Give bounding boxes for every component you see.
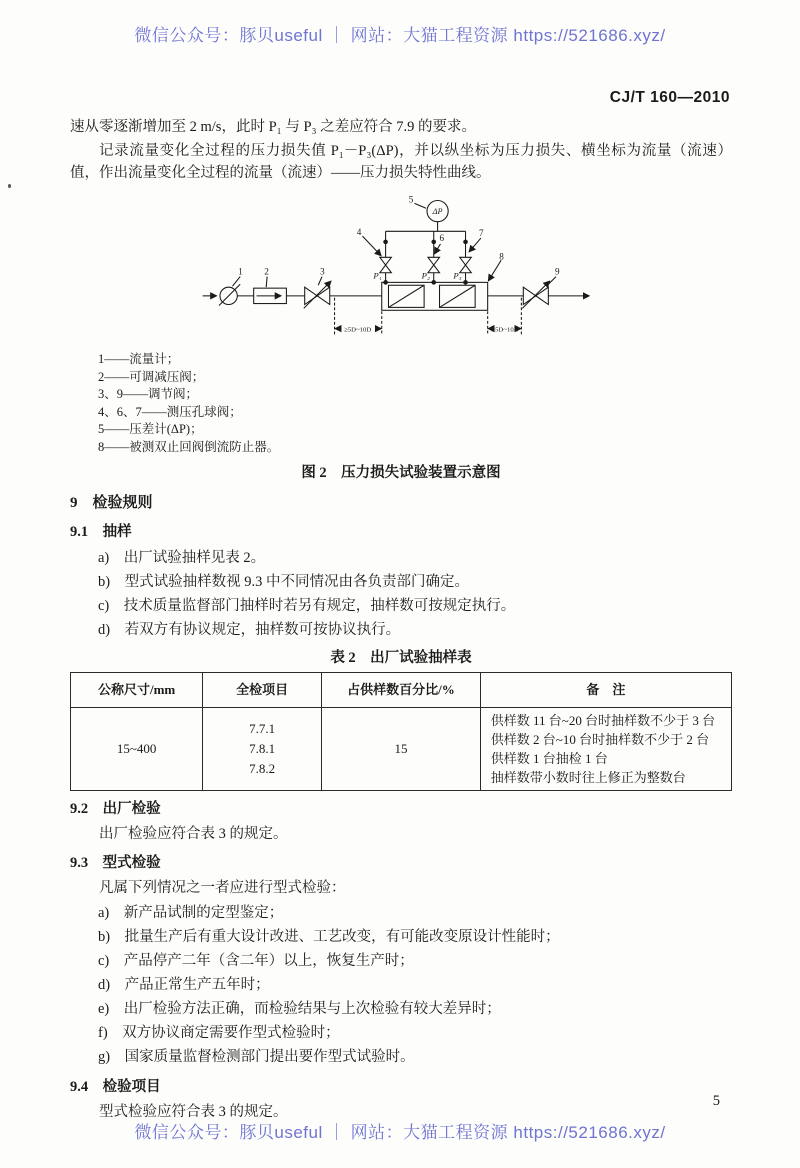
cell-percent: 15 — [322, 708, 481, 791]
page-number: 5 — [712, 1093, 720, 1109]
list-item: e) 出厂检验方法正确，而检验结果与上次检验有较大差异时； — [98, 1001, 501, 1017]
list-item: b) 批量生产后有重大设计改进、工艺改变，有可能改变原设计性能时； — [98, 929, 560, 945]
section-9-3-intro: 凡属下列情况之一者应进行型式检验： — [99, 880, 346, 896]
label-4: 4 — [356, 227, 362, 238]
legend-item: 1——流量计； — [98, 352, 180, 366]
diagram-labels — [238, 194, 560, 333]
section-9-3-list — [98, 901, 732, 1069]
legend-item: 4、6、7——测压孔球阀； — [98, 404, 242, 419]
list-item: c) 产品停产二年（含二年）以上，恢复生产时； — [98, 953, 414, 969]
legend-item: 3、9——调节阀； — [98, 387, 199, 401]
list-item: a) 新产品试制的定型鉴定； — [98, 905, 284, 921]
check-item: 7.8.2 — [249, 761, 276, 776]
section-9-3-heading: 9.3 型式检验 — [70, 855, 161, 871]
list-item: c) 技术质量监督部门抽样时若另有规定，抽样数可按规定执行。 — [98, 598, 516, 614]
remark-line: 供样数 11 台~20 台时抽样数不少于 3 台 — [490, 713, 716, 728]
label-3: 3 — [320, 266, 325, 277]
col-header-check-items: 全检项目 — [203, 673, 322, 708]
figure-caption: 图 2 压力损失试验装置示意图 — [301, 465, 501, 481]
label-dp: ΔP — [432, 207, 443, 216]
doc-number: CJ/T 160—2010 — [609, 89, 730, 106]
leader-lines — [232, 203, 556, 287]
label-2: 2 — [264, 266, 269, 277]
backflow-preventer-icon — [382, 282, 488, 310]
dimension-label-left: ≥5D~10D — [344, 326, 372, 334]
scan-speck — [8, 184, 11, 188]
legend-item: 2——可调减压阀； — [98, 369, 205, 384]
page-content — [70, 116, 732, 1125]
col-header-percent: 占供样数百分比/% — [322, 673, 481, 708]
table2 — [70, 672, 732, 791]
label-p3: P₃ — [453, 270, 462, 281]
remark-line: 抽样数带小数时往上修正为整数台 — [490, 770, 686, 785]
paragraph: 记录流量变化全过程的压力损失值 P₁－P₃(ΔP)，并以纵坐标为压力损失、横坐标为流量（流速）值，作出流量变化全过程的流量（流速）——压力损失特性曲线。 — [70, 143, 732, 181]
remark-line: 供样数 1 台抽检 1 台 — [490, 751, 608, 766]
table2-title: 表 2 出厂试验抽样表 — [330, 650, 472, 666]
watermark-top: 微信公众号：豚贝useful ｜ 网站：大猫工程资源 https://521686.xyz/ — [134, 26, 666, 45]
cell-remarks — [480, 708, 731, 791]
paragraph-continuation: 速从零逐渐增加至 2 m/s，此时 P₁ 与 P₃ 之差应符合 7.9 的要求。 — [70, 119, 477, 135]
list-item: g) 国家质量监督检测部门提出要作型式试验时。 — [98, 1049, 415, 1065]
section-9-4-heading: 9.4 检验项目 — [70, 1079, 161, 1095]
section-9-2-body: 出厂检验应符合表 3 的规定。 — [99, 826, 288, 842]
label-8: 8 — [499, 251, 504, 262]
table-row — [71, 708, 732, 791]
cell-size: 15~400 — [71, 708, 203, 791]
reducing-valve-icon — [254, 288, 287, 303]
label-6: 6 — [439, 232, 445, 243]
section-9-4-body: 型式检验应符合表 3 的规定。 — [99, 1104, 288, 1120]
label-p2: P₂ — [421, 270, 430, 281]
col-header-size: 公称尺寸/mm — [71, 673, 203, 708]
check-item: 7.8.1 — [249, 741, 276, 756]
label-9: 9 — [555, 266, 560, 277]
section-9-2-heading: 9.2 出厂检验 — [70, 801, 161, 817]
check-item: 7.7.1 — [249, 721, 276, 736]
section-9-heading: 9 检验规则 — [70, 495, 153, 511]
label-5: 5 — [408, 194, 414, 205]
dimension-label-right: ≥5D~10D — [491, 326, 519, 334]
watermark-bottom: 微信公众号：豚贝useful ｜ 网站：大猫工程资源 https://521686.xyz/ — [134, 1123, 666, 1142]
table-header-row — [71, 673, 732, 708]
dp-gauge-icon — [386, 201, 466, 232]
control-valve-3-icon — [304, 281, 331, 308]
list-item: a) 出厂试验抽样见表 2。 — [98, 550, 266, 566]
list-item: f) 双方协议商定需要作型式检验时； — [98, 1025, 340, 1041]
legend-item: 5——压差计(ΔP)； — [98, 422, 203, 436]
legend-item: 8——被测双止回阀倒流防止器。 — [98, 439, 280, 454]
figure-legend — [98, 351, 732, 456]
figure2-diagram — [191, 188, 611, 344]
list-item: d) 产品正常生产五年时； — [98, 977, 270, 993]
cell-check-items — [203, 708, 322, 791]
label-1: 1 — [238, 266, 243, 277]
section-9-1-heading: 9.1 抽样 — [70, 524, 132, 540]
remark-line: 供样数 2 台~10 台时抽样数不少于 2 台 — [490, 732, 710, 747]
label-7: 7 — [479, 228, 484, 239]
label-p1: P₁ — [373, 270, 382, 281]
col-header-remarks: 备 注 — [480, 673, 731, 708]
list-item: b) 型式试验抽样数视 9.3 中不同情况由各负责部门确定。 — [98, 574, 469, 590]
flowmeter-icon — [219, 284, 240, 305]
section-9-1-list — [98, 546, 732, 642]
figure2 — [70, 188, 732, 351]
control-valve-9-icon — [522, 281, 549, 308]
list-item: d) 若双方有协议规定，抽样数可按协议执行。 — [98, 622, 401, 638]
